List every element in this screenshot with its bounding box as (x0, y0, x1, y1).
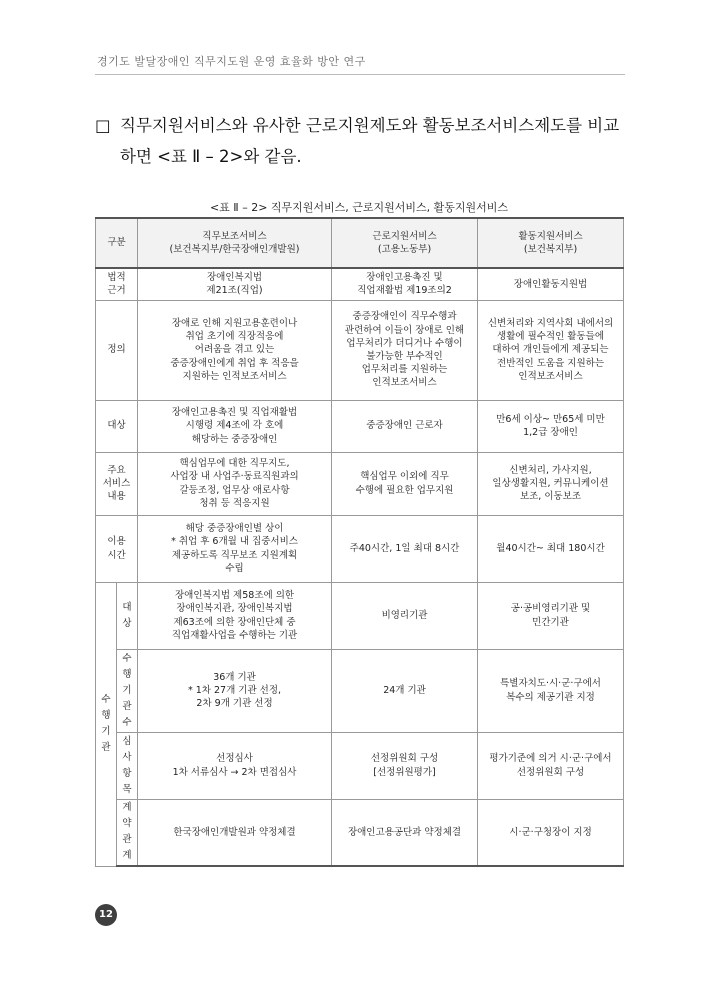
row-label: 정의 (96, 300, 138, 400)
table-row (96, 582, 624, 649)
paragraph-line-1: 직무지원서비스와 유사한 근로지원제도와 활동보조서비스제도를 비교 (120, 116, 620, 135)
page-number-badge: 12 (95, 904, 117, 926)
table-cell: 장애로 인해 지원고용훈련이나 취업 초기에 직장적응에 어려움을 겪고 있는 중증장애인에게 취업 후 적응을 지원하는 인적보조서비스 (138, 300, 332, 400)
table-cell: 시·군·구청장이 지정 (478, 799, 624, 866)
table-cell: 중증장애인이 직무수행과 관련하여 이들이 장애로 인해 업무처리가 더디거나 수행이 불가능한 부수적인 업무처리를 지원하는 인적보조서비스 (332, 300, 478, 400)
square-bullet-icon: □ (95, 116, 111, 135)
header-col2: 근로지원서비스 (고용노동부) (332, 218, 478, 268)
header-gubun: 구분 (96, 218, 138, 268)
table-row (96, 452, 624, 515)
sub-row-label: 심 사 항 목 (117, 732, 138, 799)
table-cell: 평가기준에 의거 시·군·구에서 선정위원회 구성 (478, 732, 624, 799)
table-cell: 주40시간, 1일 최대 8시간 (332, 515, 478, 582)
table-cell: 핵심업무에 대한 직무지도, 사업장 내 사업주·동료직원과의 갈등조정, 업무상 애로사항 청취 등 적응지원 (138, 452, 332, 515)
table-row (96, 515, 624, 582)
table-cell: 월40시간~ 최대 180시간 (478, 515, 624, 582)
header-col3: 활동지원서비스 (보건복지부) (478, 218, 624, 268)
sub-row-label: 대 상 (117, 582, 138, 649)
table-cell: 장애인활동지원법 (478, 268, 624, 300)
table-cell: 신변처리와 지역사회 내에서의 생활에 필수적인 활동들에 대하여 개인들에게 제공되는 전반적인 도움을 지원하는 인적보조서비스 (478, 300, 624, 400)
table-cell: 공·공비영리기관 및 민간기관 (478, 582, 624, 649)
table-cell: 36개 기관 * 1차 27개 기관 선정, 2차 9개 기관 선정 (138, 649, 332, 732)
table-cell: 24개 기관 (332, 649, 478, 732)
header-col1: 직무보조서비스 (보건복지부/한국장애인개발원) (138, 218, 332, 268)
running-header: 경기도 발달장애인 직무지도원 운영 효율화 방안 연구 (97, 55, 366, 68)
row-label: 주요 서비스 내용 (96, 452, 138, 515)
table-header-row (96, 218, 624, 268)
table-row (96, 799, 624, 866)
table-cell: 장애인고용촉진 및 직업재활법 제19조의2 (332, 268, 478, 300)
table-cell: 장애인고용촉진 및 직업재활법 시행령 제4조에 각 호에 해당하는 중증장애인 (138, 400, 332, 452)
table-row (96, 268, 624, 300)
table-cell: 비영리기관 (332, 582, 478, 649)
table-row (96, 400, 624, 452)
row-label: 이용 시간 (96, 515, 138, 582)
row-label: 대상 (96, 400, 138, 452)
table-row (96, 649, 624, 732)
table-cell: 만6세 이상~ 만65세 미만 1,2급 장애인 (478, 400, 624, 452)
sub-row-label: 수 행 기 관 수 (117, 649, 138, 732)
table-cell: 장애인고용공단과 약정체결 (332, 799, 478, 866)
table-caption: <표 Ⅱ – 2> 직무지원서비스, 근로지원서비스, 활동지원서비스 (209, 201, 509, 214)
table-cell: 장애인복지법 제58조에 의한 장애인복지관, 장애인복지법 제63조에 의한 장애인단체 중 직업재활사업을 수행하는 기관 (138, 582, 332, 649)
table-cell: 한국장애인개발원과 약정체결 (138, 799, 332, 866)
table-cell: 중증장애인 근로자 (332, 400, 478, 452)
agency-group-label: 수 행 기 관 (96, 582, 117, 866)
table-cell: 선정위원회 구성 [선정위원평가] (332, 732, 478, 799)
table-cell: 장애인복지법 제21조(직업) (138, 268, 332, 300)
paragraph-line-2: 하면 <표 Ⅱ – 2>와 같음. (120, 147, 302, 166)
table-cell: 신변처리, 가사지원, 일상생활지원, 커뮤니케이션 보조, 이동보조 (478, 452, 624, 515)
table-cell: 특별자치도·시·군·구에서 복수의 제공기관 지정 (478, 649, 624, 732)
table-row (96, 732, 624, 799)
table-row (96, 300, 624, 400)
table-cell: 선정심사 1차 서류심사 → 2차 면접심사 (138, 732, 332, 799)
header-divider (95, 74, 625, 75)
table-cell: 핵심업무 이외에 직무 수행에 필요한 업무지원 (332, 452, 478, 515)
row-label: 법적 근거 (96, 268, 138, 300)
table-cell: 해당 중증장애인별 상이 * 취업 후 6개월 내 집중서비스 제공하도록 직무보조 지원계획 수립 (138, 515, 332, 582)
sub-row-label: 계 약 관 계 (117, 799, 138, 866)
comparison-table (95, 217, 624, 867)
